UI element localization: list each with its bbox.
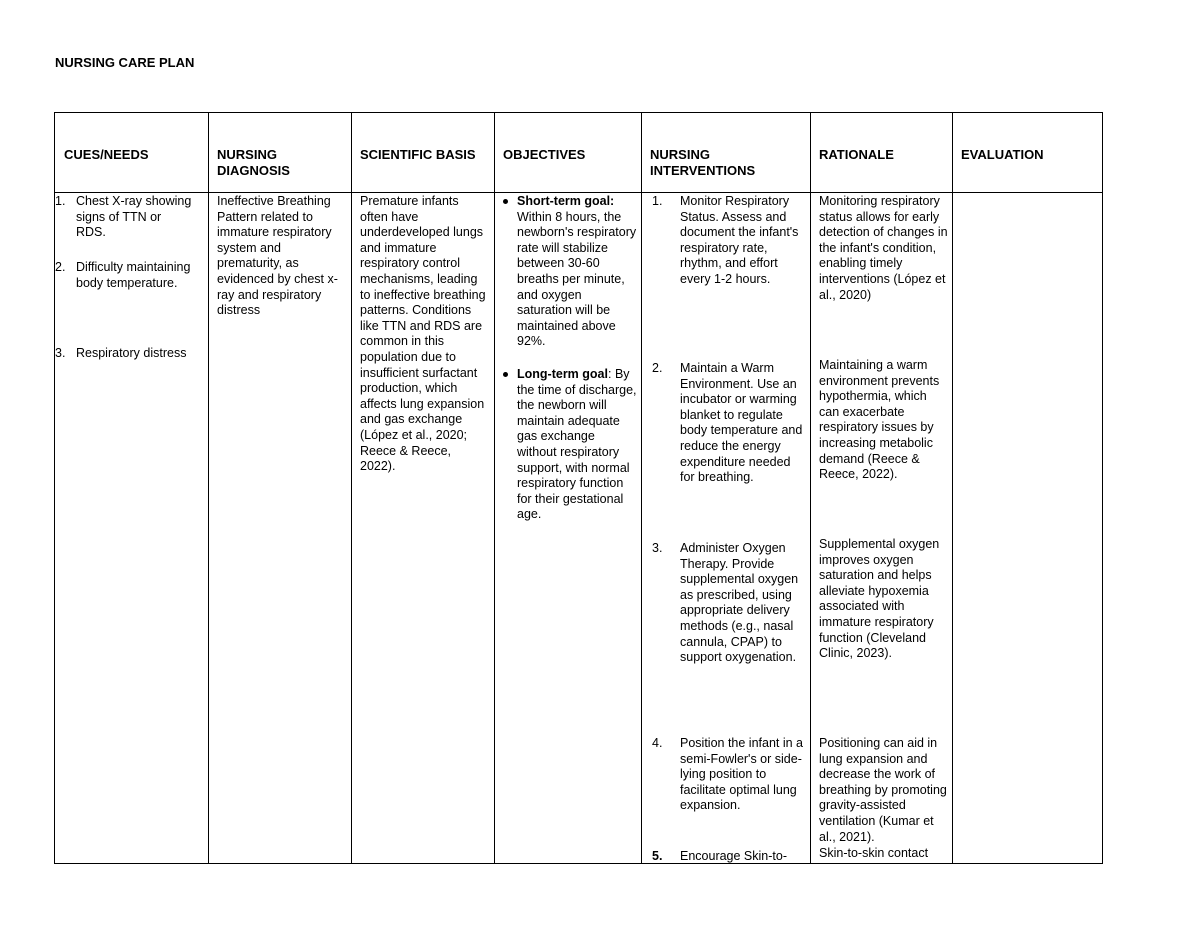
cue-text: Chest X-ray showing signs of TTN or RDS.	[76, 194, 192, 240]
intervention-text: Administer Oxygen Therapy. Provide supplemental oxygen as prescribed, using appropriate delivery methods (e.g., nasal cannula, CPAP) to support oxygenation.	[680, 541, 799, 665]
intervention-number: 3.	[652, 541, 663, 555]
intervention-number: 5.	[652, 849, 663, 863]
long-term-goal	[499, 367, 637, 523]
objectives-column	[499, 194, 637, 863]
header-nursing-diagnosis	[217, 147, 290, 179]
column-divider	[810, 113, 811, 863]
scientific-basis-column	[360, 194, 488, 863]
page-title: NURSING CARE PLAN	[55, 55, 195, 70]
long-term-goal-label: Long-term goal	[517, 367, 608, 381]
diagnosis-column	[217, 194, 347, 863]
column-divider	[952, 113, 953, 863]
header-nursing-interventions	[650, 147, 755, 179]
cue-text: Difficulty maintaining body temperature.	[76, 260, 191, 290]
rationale-text: Supplemental oxygen improves oxygen saturation and helps alleviate hypoxemia associated with immature respiratory function (Cleveland Clinic, 2023).	[819, 537, 940, 661]
header-rationale: RATIONALE	[819, 147, 894, 162]
header-evaluation: EVALUATION	[961, 147, 1044, 162]
column-divider	[494, 113, 495, 863]
short-term-goal	[499, 194, 637, 350]
diagnosis-text: Ineffective Breathing Pattern related to immature respiratory system and prematurity, as evidenced by chest x-ray and respiratory distress	[217, 194, 338, 318]
intervention-text: Maintain a Warm Environment. Use an incubator or warming blanket to regulate body temperature and reduce the energy expenditure needed for breathing.	[680, 361, 803, 485]
cue-number: 2.	[55, 260, 66, 274]
interventions-column	[652, 194, 807, 863]
intervention-text: Encourage Skin-to-	[680, 849, 788, 863]
cue-number: 1.	[55, 194, 66, 208]
column-divider	[208, 113, 209, 863]
header-diagnosis-line1: NURSING	[217, 147, 277, 162]
intervention-number: 1.	[652, 194, 663, 208]
header-scientific-basis: SCIENTIFIC BASIS	[360, 147, 476, 162]
long-term-goal-colon: :	[607, 367, 612, 381]
intervention-number: 4.	[652, 736, 663, 750]
care-plan-table	[54, 112, 1103, 864]
header-diagnosis-line2: DIAGNOSIS	[217, 163, 290, 178]
rationale-text: Positioning can aid in lung expansion and decrease the work of breathing by promoting gravity-assisted ventilation (Kumar et al., 2021).	[819, 736, 947, 844]
column-divider	[351, 113, 352, 863]
scientific-basis-text: Premature infants often have underdeveloped lungs and immature respiratory control mechanisms, leading to ineffective breathing patterns. Conditions like TTN and RDS are common in this population due to insufficient surfactant production, which affects lung expansion and gas exchange (López et al., 2020; Reece & Reece, 2022).	[360, 194, 486, 474]
intervention-number: 2.	[652, 361, 663, 375]
cues-column	[55, 194, 205, 863]
long-term-goal-text: By the time of discharge, the newborn will maintain adequate gas exchange without respiratory support, with normal respiratory function for their gestational age.	[517, 367, 637, 522]
short-term-goal-text: Within 8 hours, the newborn's respiratory rate will stabilize between 30-60 breaths per minute, and oxygen saturation will be maintained above 92%.	[517, 209, 637, 349]
evaluation-column	[961, 194, 1099, 863]
header-interventions-line1: NURSING	[650, 147, 710, 162]
rationale-text: Monitoring respiratory status allows for early detection of changes in the infant's condition, enabling timely interventions (López et al., 2020)	[819, 194, 948, 302]
cue-text: Respiratory distress	[76, 346, 187, 360]
rationale-column	[819, 194, 949, 863]
cue-number: 3.	[55, 346, 66, 360]
rationale-text: Skin-to-skin contact	[819, 846, 929, 860]
rationale-text: Maintaining a warm environment prevents hypothermia, which can exacerbate respiratory issues by increasing metabolic demand (Reece & Reece, 2022).	[819, 358, 940, 482]
header-objectives: OBJECTIVES	[503, 147, 586, 162]
column-divider	[641, 113, 642, 863]
header-cues-needs: CUES/NEEDS	[64, 147, 149, 162]
header-interventions-line2: INTERVENTIONS	[650, 163, 756, 178]
intervention-text: Position the infant in a semi-Fowler's or side-lying position to facilitate optimal lung expansion.	[680, 736, 803, 813]
bullet-icon	[503, 199, 508, 204]
short-term-goal-label: Short-term goal:	[517, 194, 615, 208]
intervention-text: Monitor Respiratory Status. Assess and document the infant's respiratory rate, rhythm, and effort every 1-2 hours.	[680, 194, 799, 286]
bullet-icon	[503, 372, 508, 377]
